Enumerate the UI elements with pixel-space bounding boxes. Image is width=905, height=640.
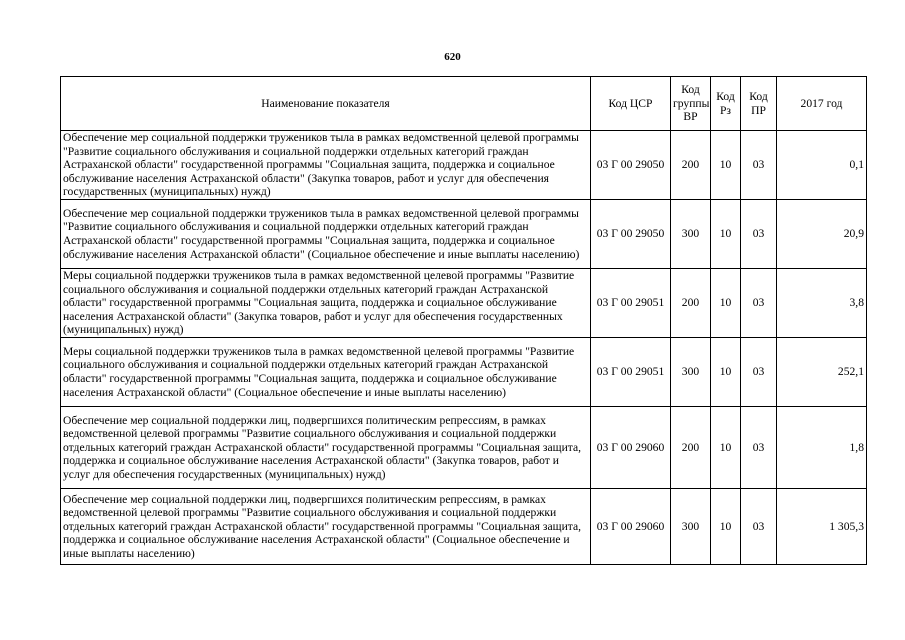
row-vr-code: 200 xyxy=(671,131,711,200)
row-csr-code: 03 Г 00 29051 xyxy=(591,269,671,338)
row-csr-code: 03 Г 00 29051 xyxy=(591,338,671,407)
row-rz-code: 10 xyxy=(711,269,741,338)
row-amount: 3,8 xyxy=(777,269,867,338)
row-rz-code: 10 xyxy=(711,338,741,407)
header-rz-code: Код Рз xyxy=(711,77,741,131)
row-name: Обеспечение мер социальной поддержки тружеников тыла в рамках ведомственной целевой программы "Развитие социального обслуживания и социальной поддержки отдельных категорий граждан Астраханской области" государственной программы "Социальная защита, поддержка и социальное обслуживание населения Астраханской области" (Социальное обеспечение и иные выплаты населению) xyxy=(61,200,591,269)
row-amount: 252,1 xyxy=(777,338,867,407)
header-year: 2017 год xyxy=(777,77,867,131)
row-vr-code: 300 xyxy=(671,489,711,565)
table-row xyxy=(61,131,867,200)
budget-table xyxy=(60,76,867,565)
row-name: Меры социальной поддержки тружеников тыла в рамках ведомственной целевой программы "Развитие социального обслуживания и социальной поддержки отдельных категорий граждан Астраханской области" государственной программы "Социальная защита, поддержка и социальное обслуживание населения Астраханской области" (Закупка товаров, работ и услуг для обеспечения государственных (муниципальных) нужд) xyxy=(61,269,591,338)
row-pr-code: 03 xyxy=(741,338,777,407)
row-rz-code: 10 xyxy=(711,131,741,200)
table-row xyxy=(61,200,867,269)
row-csr-code: 03 Г 00 29050 xyxy=(591,131,671,200)
header-csr-code: Код ЦСР xyxy=(591,77,671,131)
row-pr-code: 03 xyxy=(741,200,777,269)
row-rz-code: 10 xyxy=(711,489,741,565)
table-row xyxy=(61,338,867,407)
table-row xyxy=(61,489,867,565)
header-pr-code: Код ПР xyxy=(741,77,777,131)
row-rz-code: 10 xyxy=(711,407,741,489)
row-name: Обеспечение мер социальной поддержки лиц, подвергшихся политическим репрессиям, в рамках ведомственной целевой программы "Развитие социального обслуживания и социальной поддержки отдельных категорий граждан Астраханской области" государственной программы "Социальная защита, поддержка и социальное обслуживание населения Астраханской области" (Социальное обеспечение и иные выплаты населению) xyxy=(61,489,591,565)
header-vr-code: Код группы ВР xyxy=(671,77,711,131)
row-pr-code: 03 xyxy=(741,131,777,200)
row-pr-code: 03 xyxy=(741,489,777,565)
row-vr-code: 200 xyxy=(671,269,711,338)
row-csr-code: 03 Г 00 29060 xyxy=(591,489,671,565)
row-name: Обеспечение мер социальной поддержки лиц, подвергшихся политическим репрессиям, в рамках ведомственной целевой программы "Развитие социального обслуживания и социальной поддержки отдельных категорий граждан Астраханской области" государственной программы "Социальная защита, поддержка и социальное обслуживание населения Астраханской области" (Закупка товаров, работ и услуг для обеспечения государственных (муниципальных) нужд) xyxy=(61,407,591,489)
table-row xyxy=(61,269,867,338)
row-vr-code: 300 xyxy=(671,200,711,269)
row-amount: 1,8 xyxy=(777,407,867,489)
header-name: Наименование показателя xyxy=(61,77,591,131)
row-name: Обеспечение мер социальной поддержки тружеников тыла в рамках ведомственной целевой программы "Развитие социального обслуживания и социальной поддержки отдельных категорий граждан Астраханской области" государственной программы "Социальная защита, поддержка и социальное обслуживание населения Астраханской области" (Закупка товаров, работ и услуг для обеспечения государственных (муниципальных) нужд) xyxy=(61,131,591,200)
row-pr-code: 03 xyxy=(741,269,777,338)
row-amount: 1 305,3 xyxy=(777,489,867,565)
table-row xyxy=(61,407,867,489)
row-amount: 20,9 xyxy=(777,200,867,269)
row-amount: 0,1 xyxy=(777,131,867,200)
row-vr-code: 300 xyxy=(671,338,711,407)
page-number: 620 xyxy=(444,51,461,63)
row-csr-code: 03 Г 00 29050 xyxy=(591,200,671,269)
row-rz-code: 10 xyxy=(711,200,741,269)
row-pr-code: 03 xyxy=(741,407,777,489)
row-name: Меры социальной поддержки тружеников тыла в рамках ведомственной целевой программы "Развитие социального обслуживания и социальной поддержки отдельных категорий граждан Астраханской области" государственной программы "Социальная защита, поддержка и социальное обслуживание населения Астраханской области" (Социальное обеспечение и иные выплаты населению) xyxy=(61,338,591,407)
table-header-row xyxy=(61,77,867,131)
row-vr-code: 200 xyxy=(671,407,711,489)
row-csr-code: 03 Г 00 29060 xyxy=(591,407,671,489)
